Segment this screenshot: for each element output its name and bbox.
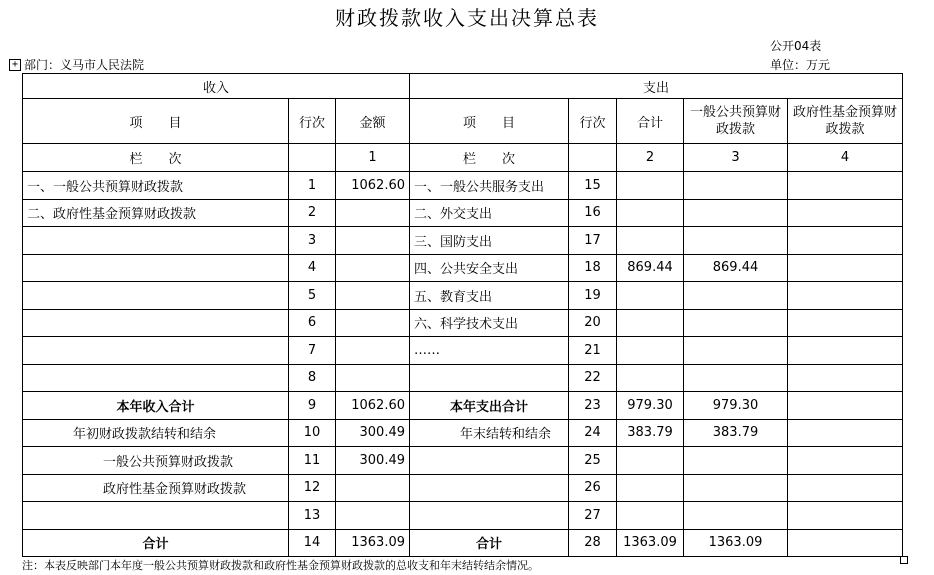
income-row-number: 11 xyxy=(289,447,336,475)
expense-general-budget xyxy=(684,309,788,337)
expense-fund-budget xyxy=(788,529,903,557)
expense-item xyxy=(410,474,569,502)
expense-row-number: 28 xyxy=(569,529,617,557)
table-row xyxy=(23,227,903,255)
table-row xyxy=(23,254,903,282)
expense-general-budget xyxy=(684,502,788,530)
income-item: 一般公共预算财政拨款 xyxy=(23,447,289,475)
expense-row-number: 25 xyxy=(569,447,617,475)
income-row-number: 8 xyxy=(289,364,336,392)
income-item: 合计 xyxy=(23,529,289,557)
income-row-number: 2 xyxy=(289,199,336,227)
income-item xyxy=(23,282,289,310)
expense-item: 五、教育支出 xyxy=(410,282,569,310)
expense-general-budget xyxy=(684,227,788,255)
income-item: 年初财政拨款结转和结余 xyxy=(23,419,289,447)
expense-total xyxy=(617,447,684,475)
income-item xyxy=(23,227,289,255)
expand-icon[interactable]: + xyxy=(9,59,21,71)
resize-handle[interactable] xyxy=(900,556,908,564)
column-order-row xyxy=(23,144,903,172)
table-row xyxy=(23,529,903,557)
table-row xyxy=(23,447,903,475)
expense-row-number: 24 xyxy=(569,419,617,447)
expense-general-budget: 1363.09 xyxy=(684,529,788,557)
header-row-columns xyxy=(23,99,903,144)
expense-general-budget: 383.79 xyxy=(684,419,788,447)
expense-row-number: 17 xyxy=(569,227,617,255)
income-section-header: 收入 xyxy=(23,74,410,99)
expense-fund-budget xyxy=(788,447,903,475)
expense-total: 1363.09 xyxy=(617,529,684,557)
footnote: 注：本表反映部门本年度一般公共预算财政拨款和政府性基金预算财政拨款的总收支和年末结转结余情况。 xyxy=(22,559,539,572)
expense-row-number: 27 xyxy=(569,502,617,530)
table-row xyxy=(23,172,903,200)
unit-label: 单位：万元 xyxy=(770,58,831,72)
empty-cell xyxy=(569,144,617,172)
column-number-3: 3 xyxy=(684,144,788,172)
expense-column-order-label: 栏 次 xyxy=(410,144,569,172)
expense-item: 六、科学技术支出 xyxy=(410,309,569,337)
expense-item: …… xyxy=(410,337,569,365)
table-row xyxy=(23,474,903,502)
expense-general-budget xyxy=(684,172,788,200)
expense-item xyxy=(410,364,569,392)
income-amount-header: 金额 xyxy=(336,99,410,144)
expense-total-header: 合计 xyxy=(617,99,684,144)
expense-general-budget: 979.30 xyxy=(684,392,788,420)
income-amount: 300.49 xyxy=(336,419,410,447)
expense-total xyxy=(617,172,684,200)
expense-row-number: 20 xyxy=(569,309,617,337)
expense-fund-budget xyxy=(788,254,903,282)
income-item: 政府性基金预算财政拨款 xyxy=(23,474,289,502)
report-table xyxy=(22,73,903,557)
income-item xyxy=(23,502,289,530)
expense-item xyxy=(410,447,569,475)
expense-row-number: 18 xyxy=(569,254,617,282)
income-amount xyxy=(336,227,410,255)
income-column-order-label: 栏 次 xyxy=(23,144,289,172)
expense-fund-budget xyxy=(788,502,903,530)
income-amount xyxy=(336,282,410,310)
income-item: 本年收入合计 xyxy=(23,392,289,420)
income-row-number: 3 xyxy=(289,227,336,255)
income-amount xyxy=(336,364,410,392)
expense-general-budget: 869.44 xyxy=(684,254,788,282)
income-row-number: 14 xyxy=(289,529,336,557)
column-number-4: 4 xyxy=(788,144,903,172)
table-row xyxy=(23,199,903,227)
expense-total: 869.44 xyxy=(617,254,684,282)
income-amount xyxy=(336,309,410,337)
expense-item: 本年支出合计 xyxy=(410,392,569,420)
expense-fund-budget xyxy=(788,392,903,420)
income-row-number: 4 xyxy=(289,254,336,282)
expense-row-number: 21 xyxy=(569,337,617,365)
expense-row-number: 23 xyxy=(569,392,617,420)
table-body xyxy=(23,172,903,557)
income-item xyxy=(23,309,289,337)
expense-total xyxy=(617,337,684,365)
table-row xyxy=(23,282,903,310)
income-item: 二、政府性基金预算财政拨款 xyxy=(23,199,289,227)
expense-row-number: 26 xyxy=(569,474,617,502)
expense-fund-budget xyxy=(788,474,903,502)
income-item xyxy=(23,254,289,282)
expense-fund-budget xyxy=(788,282,903,310)
expense-general-budget xyxy=(684,199,788,227)
table-row xyxy=(23,392,903,420)
header-row-sections xyxy=(23,74,903,99)
income-row-number: 5 xyxy=(289,282,336,310)
expense-total: 383.79 xyxy=(617,419,684,447)
table-row xyxy=(23,337,903,365)
income-amount xyxy=(336,502,410,530)
expense-total: 979.30 xyxy=(617,392,684,420)
table-row xyxy=(23,419,903,447)
expense-item xyxy=(410,502,569,530)
expense-total xyxy=(617,474,684,502)
income-row-number: 13 xyxy=(289,502,336,530)
expense-fund-budget xyxy=(788,419,903,447)
income-item xyxy=(23,364,289,392)
income-row-number: 6 xyxy=(289,309,336,337)
expense-fund-budget xyxy=(788,309,903,337)
expense-item: 四、公共安全支出 xyxy=(410,254,569,282)
empty-cell xyxy=(289,144,336,172)
expense-fund-budget xyxy=(788,172,903,200)
income-amount xyxy=(336,474,410,502)
expense-total xyxy=(617,502,684,530)
expense-row-number: 22 xyxy=(569,364,617,392)
expense-fund-budget xyxy=(788,337,903,365)
fund-budget-header: 政府性基金预算财政拨款 xyxy=(788,99,903,144)
income-item xyxy=(23,337,289,365)
table-row xyxy=(23,364,903,392)
expense-general-budget xyxy=(684,337,788,365)
table-row xyxy=(23,502,903,530)
income-amount: 300.49 xyxy=(336,447,410,475)
expense-fund-budget xyxy=(788,199,903,227)
department-label: 部门：义马市人民法院 xyxy=(24,58,145,72)
column-number-2: 2 xyxy=(617,144,684,172)
income-item: 一、一般公共预算财政拨款 xyxy=(23,172,289,200)
expense-total xyxy=(617,364,684,392)
expense-item-header: 项 目 xyxy=(410,99,569,144)
expense-rowno-header: 行次 xyxy=(569,99,617,144)
income-row-number: 12 xyxy=(289,474,336,502)
expense-fund-budget xyxy=(788,364,903,392)
expense-item: 合计 xyxy=(410,529,569,557)
column-number-1: 1 xyxy=(336,144,410,172)
income-amount: 1062.60 xyxy=(336,392,410,420)
expense-row-number: 16 xyxy=(569,199,617,227)
income-row-number: 9 xyxy=(289,392,336,420)
expense-item: 三、国防支出 xyxy=(410,227,569,255)
income-row-number: 7 xyxy=(289,337,336,365)
expense-general-budget xyxy=(684,447,788,475)
expense-section-header: 支出 xyxy=(410,74,903,99)
expense-row-number: 19 xyxy=(569,282,617,310)
expense-item: 年末结转和结余 xyxy=(410,419,569,447)
general-budget-header: 一般公共预算财政拨款 xyxy=(684,99,788,144)
expense-total xyxy=(617,199,684,227)
expense-item: 一、一般公共服务支出 xyxy=(410,172,569,200)
expense-fund-budget xyxy=(788,227,903,255)
income-rowno-header: 行次 xyxy=(289,99,336,144)
income-row-number: 1 xyxy=(289,172,336,200)
expense-row-number: 15 xyxy=(569,172,617,200)
expense-general-budget xyxy=(684,474,788,502)
income-item-header: 项 目 xyxy=(23,99,289,144)
income-row-number: 10 xyxy=(289,419,336,447)
expense-general-budget xyxy=(684,282,788,310)
income-amount xyxy=(336,337,410,365)
expense-total xyxy=(617,227,684,255)
income-amount xyxy=(336,254,410,282)
expense-general-budget xyxy=(684,364,788,392)
expense-total xyxy=(617,282,684,310)
income-amount: 1363.09 xyxy=(336,529,410,557)
expense-item: 二、外交支出 xyxy=(410,199,569,227)
form-code: 公开04表 xyxy=(770,39,822,53)
report-title: 财政拨款收入支出决算总表 xyxy=(335,6,599,30)
table-row xyxy=(23,309,903,337)
income-amount: 1062.60 xyxy=(336,172,410,200)
expense-total xyxy=(617,309,684,337)
income-amount xyxy=(336,199,410,227)
